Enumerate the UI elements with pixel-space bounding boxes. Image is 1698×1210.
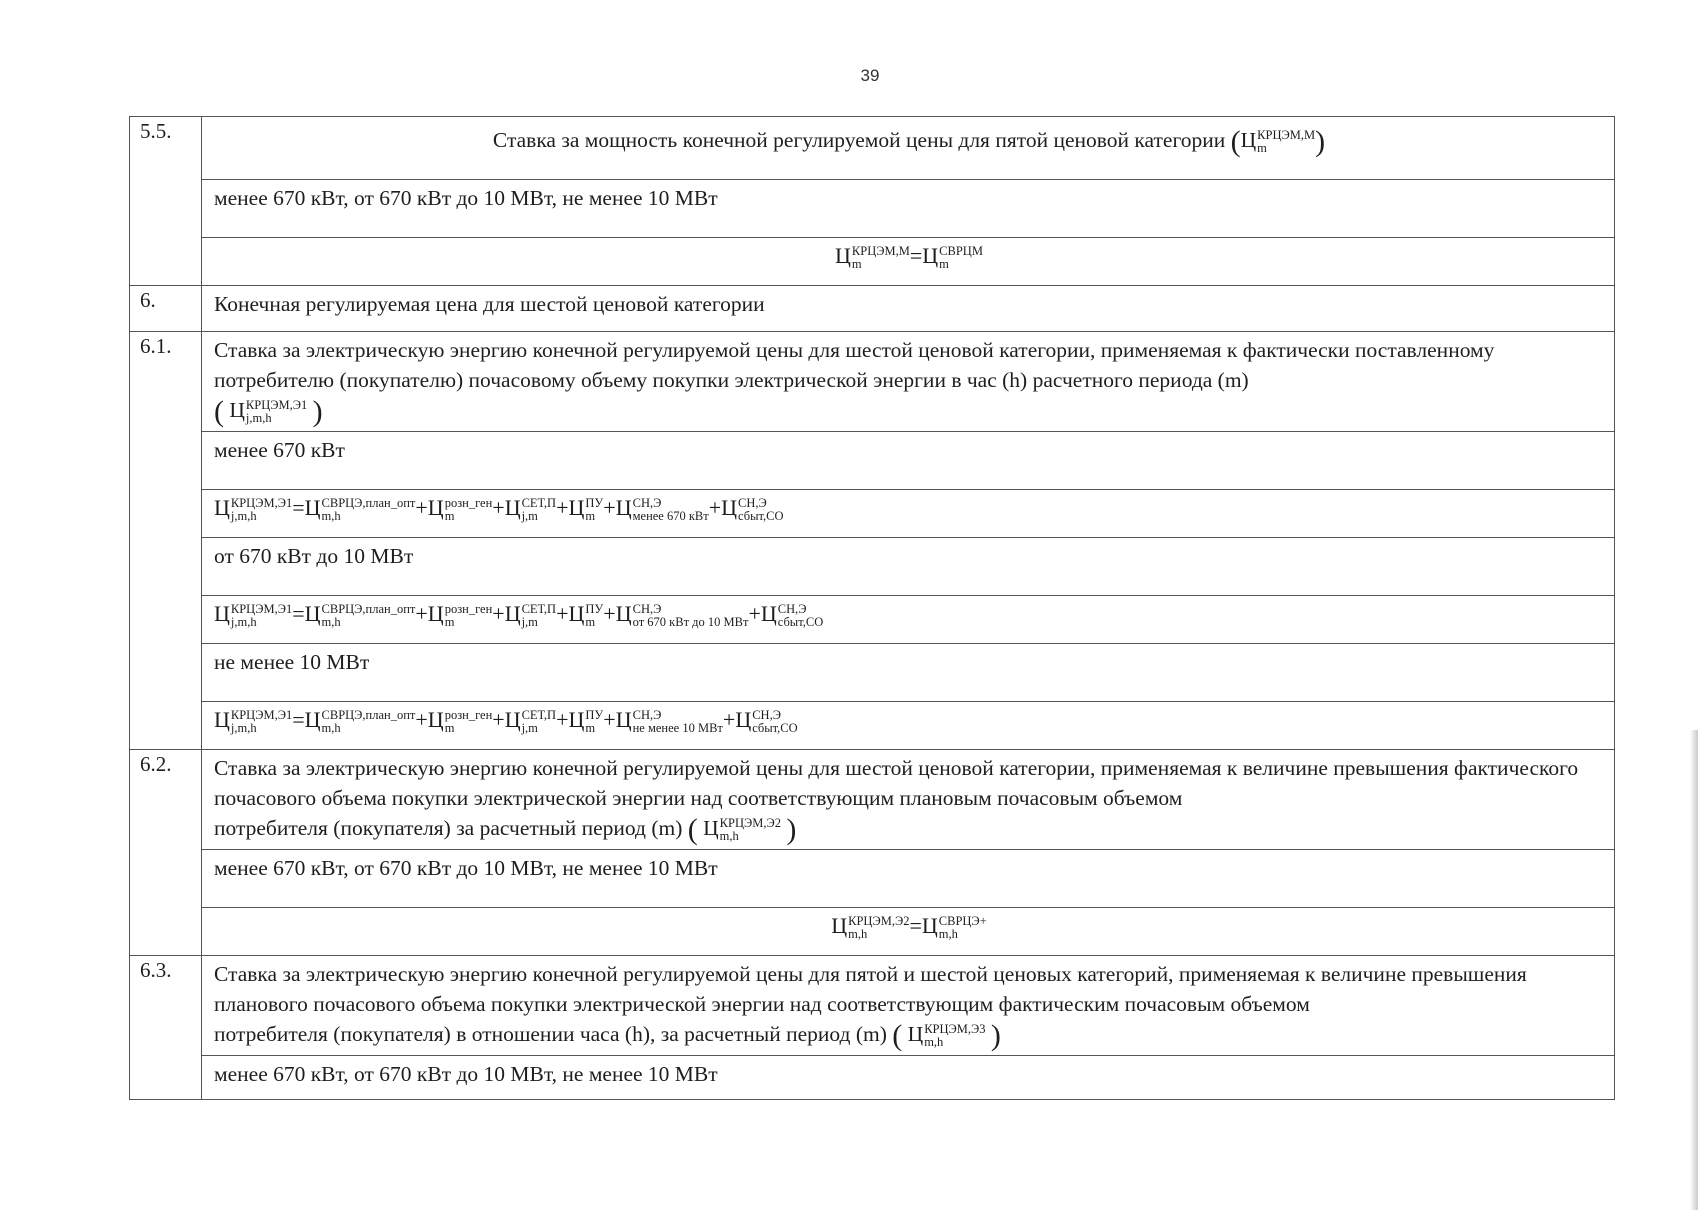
price-symbol: ( Ц КРЦЭМ,Э2 m,h ) bbox=[687, 813, 797, 847]
applicability-text: менее 670 кВт, от 670 кВт до 10 МВт, не менее 10 МВт bbox=[202, 180, 1615, 238]
row-number: 6.1. bbox=[130, 332, 202, 750]
row-title-text: Ставка за электрическую энергию конечной регулируемой цены для шестой ценовой категории, применяемая к фактически поставленному потребителю (покупателю) почасовому объему покупки электрической энергии в час (h) расчетного периода (m) bbox=[214, 338, 1495, 392]
row-number: 5.5. bbox=[130, 117, 202, 286]
scan-edge-shadow bbox=[1690, 730, 1698, 1210]
row-title: Конечная регулируемая цена для шестой ценовой категории bbox=[202, 286, 1615, 332]
row-number: 6. bbox=[130, 286, 202, 332]
table-row bbox=[130, 702, 1615, 750]
row-title bbox=[202, 750, 1615, 850]
page-number: 39 bbox=[860, 66, 880, 85]
row-title-text: Ставка за электрическую энергию конечной регулируемой цены для шестой ценовой категории, применяемая к величине превышения фактического почасового объема покупки электрической энергии над соответствующим плановым почасовым объемом bbox=[214, 756, 1579, 811]
table-row bbox=[130, 180, 1615, 238]
table-row bbox=[130, 490, 1615, 538]
table-row bbox=[130, 956, 1615, 1056]
applicability-text: менее 670 кВт bbox=[202, 432, 1615, 490]
table-row bbox=[130, 332, 1615, 432]
row-title-text: Ставка за электрическую энергию конечной регулируемой цены для пятой и шестой ценовых категорий, применяемая к величине превышения планового почасового объема покупки электрической энергии над соответствующим фактическим почасовым объемом bbox=[214, 962, 1527, 1017]
table-row bbox=[130, 286, 1615, 332]
table-row bbox=[130, 750, 1615, 850]
row-title-text: потребителя (покупателя) в отношении часа (h), за расчетный период (m) bbox=[214, 1022, 887, 1047]
formula: Ц КРЦЭМ,Э1 j,m,h =Ц СВРЦЭ,план_опт m,h +Ц розн_ген m +Ц СЕТ,П j,m +Ц ПУ m +Ц СН,Э менее 670 кВт +Ц СН,Э сбыт,СО bbox=[202, 490, 1615, 538]
price-symbol: (Ц КРЦЭМ,М m ) bbox=[1230, 125, 1326, 159]
table-row bbox=[130, 596, 1615, 644]
applicability-text: не менее 10 МВт bbox=[202, 644, 1615, 702]
table-row bbox=[130, 1056, 1615, 1100]
row-title-text: Ставка за мощность конечной регулируемой цены для пятой ценовой категории bbox=[492, 128, 1226, 152]
table-row bbox=[130, 117, 1615, 180]
applicability-text: от 670 кВт до 10 МВт bbox=[202, 538, 1615, 596]
table-row bbox=[130, 538, 1615, 596]
row-title bbox=[202, 956, 1615, 1056]
price-symbol: ( Ц КРЦЭМ,Э1 j,m,h ) bbox=[214, 395, 323, 429]
row-title bbox=[202, 332, 1615, 432]
price-symbol: ( Ц КРЦЭМ,Э3 m,h ) bbox=[892, 1019, 1001, 1053]
formula: Ц КРЦЭМ,Э2 m,h =Ц СВРЦЭ+ m,h bbox=[202, 908, 1615, 956]
table-row bbox=[130, 850, 1615, 908]
table-row bbox=[130, 432, 1615, 490]
row-number: 6.3. bbox=[130, 956, 202, 1100]
applicability-text: менее 670 кВт, от 670 кВт до 10 МВт, не менее 10 МВт bbox=[202, 1056, 1615, 1100]
row-title-text: потребителя (покупателя) за расчетный период (m) bbox=[214, 816, 683, 841]
table-row bbox=[130, 238, 1615, 286]
formula: Ц КРЦЭМ,Э1 j,m,h =Ц СВРЦЭ,план_опт m,h +Ц розн_ген m +Ц СЕТ,П j,m +Ц ПУ m +Ц СН,Э не менее 10 МВт +Ц СН,Э сбыт,СО bbox=[202, 702, 1615, 750]
row-title bbox=[202, 117, 1615, 180]
formula: Ц КРЦЭМ,Э1 j,m,h =Ц СВРЦЭ,план_опт m,h +Ц розн_ген m +Ц СЕТ,П j,m +Ц ПУ m +Ц СН,Э от 670 кВт до 10 МВт +Ц СН,Э сбыт,СО bbox=[202, 596, 1615, 644]
table-row bbox=[130, 644, 1615, 702]
formula: Ц КРЦЭМ,М m =Ц СВРЦМ m bbox=[202, 238, 1615, 286]
table-row bbox=[130, 908, 1615, 956]
tariff-table bbox=[129, 116, 1615, 1100]
applicability-text: менее 670 кВт, от 670 кВт до 10 МВт, не менее 10 МВт bbox=[202, 850, 1615, 908]
row-number: 6.2. bbox=[130, 750, 202, 956]
